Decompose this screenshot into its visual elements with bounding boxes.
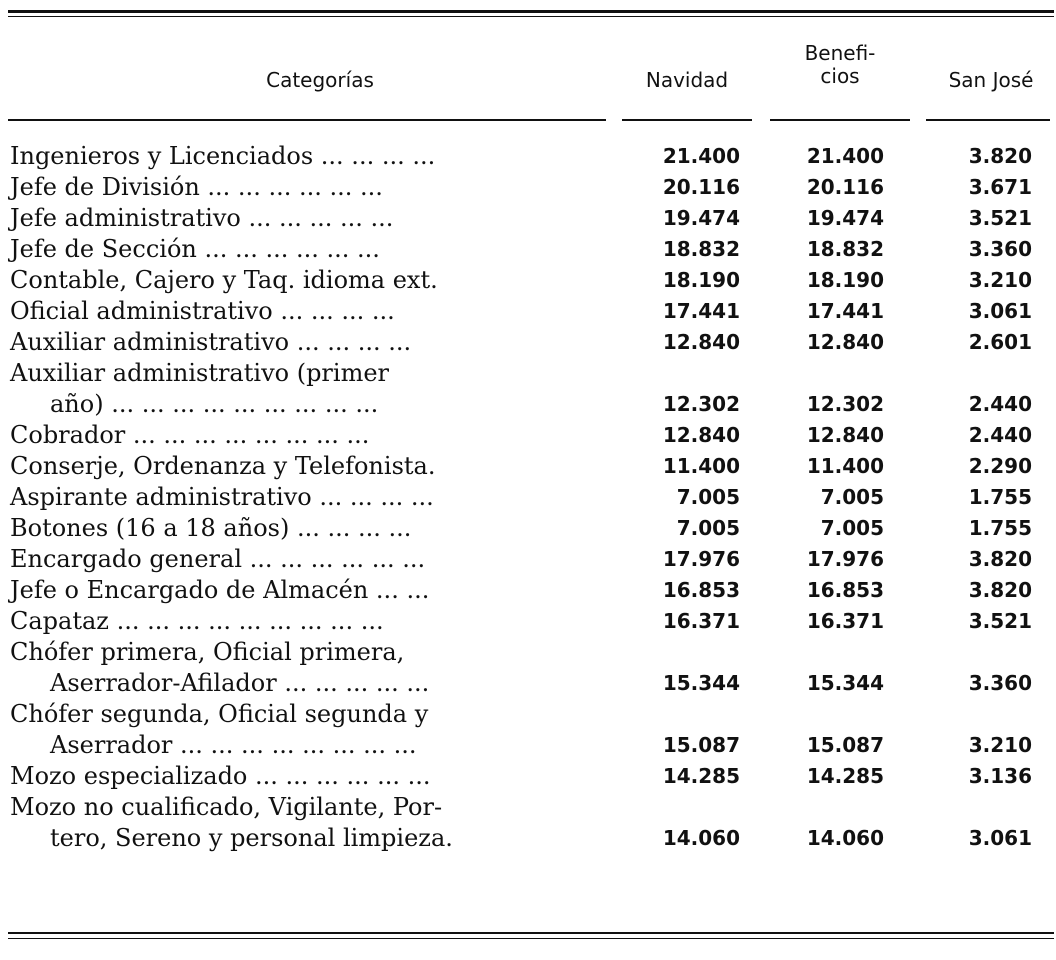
- table-row: [0, 265, 1056, 296]
- row-beneficios-value: 15.087: [806, 733, 884, 757]
- table-row: [0, 203, 1056, 234]
- row-san-jose-value: 3.061: [968, 299, 1032, 323]
- row-category: [10, 482, 600, 513]
- row-navidad-value: 18.190: [662, 268, 740, 292]
- row-beneficios-value: 19.474: [806, 206, 884, 230]
- row-san-jose-value: 3.820: [968, 547, 1032, 571]
- row-category-line1: Capataz ... ... ... ... ... ... ... ... ...: [10, 607, 384, 635]
- row-beneficios-value: 15.344: [806, 671, 884, 695]
- row-category-line1: Jefe o Encargado de Almacén ... ...: [10, 576, 430, 604]
- row-san-jose-value: 2.440: [968, 392, 1032, 416]
- row-navidad-value: 15.344: [662, 671, 740, 695]
- row-category-line1: Contable, Cajero y Taq. idioma ext.: [10, 266, 438, 294]
- row-category: [10, 203, 600, 234]
- row-category-line2: Aserrador-Afilador ... ... ... ... ...: [50, 669, 430, 697]
- row-beneficios-value: 16.853: [806, 578, 884, 602]
- row-san-jose-value: 3.671: [968, 175, 1032, 199]
- row-category-line1: Jefe administrativo ... ... ... ... ...: [10, 204, 394, 232]
- row-beneficios-value: 21.400: [806, 144, 884, 168]
- row-category: [10, 234, 600, 265]
- row-category: [10, 141, 600, 172]
- row-category: [10, 575, 600, 606]
- row-category: [10, 761, 600, 792]
- row-category-line1: Chófer segunda, Oficial segunda y: [10, 700, 429, 728]
- row-category-line2: Aserrador ... ... ... ... ... ... ... ...: [50, 731, 417, 759]
- row-beneficios-value: 12.302: [806, 392, 884, 416]
- row-beneficios-value: 18.190: [806, 268, 884, 292]
- row-navidad-value: 12.840: [662, 330, 740, 354]
- row-category-line1: Oficial administrativo ... ... ... ...: [10, 297, 395, 325]
- row-navidad-value: 7.005: [676, 485, 740, 509]
- row-san-jose-value: 3.820: [968, 144, 1032, 168]
- row-navidad-value: 21.400: [662, 144, 740, 168]
- table-row: [0, 544, 1056, 575]
- table-row: [0, 420, 1056, 451]
- row-category: [10, 451, 600, 482]
- row-san-jose-value: 2.601: [968, 330, 1032, 354]
- table-row: [0, 513, 1056, 544]
- row-category-line1: Chófer primera, Oficial primera,: [10, 638, 405, 666]
- table-row: [0, 792, 1056, 854]
- row-category-line1: Auxiliar administrativo ... ... ... ...: [10, 328, 412, 356]
- row-beneficios-value: 12.840: [806, 423, 884, 447]
- row-category-line1: Cobrador ... ... ... ... ... ... ... ...: [10, 421, 370, 449]
- row-category-line1: Jefe de División ... ... ... ... ... ...: [10, 173, 383, 201]
- row-category-line1: Mozo no cualificado, Vigilante, Por-: [10, 793, 443, 821]
- table-row: [0, 761, 1056, 792]
- row-beneficios-value: 16.371: [806, 609, 884, 633]
- row-san-jose-value: 3.820: [968, 578, 1032, 602]
- row-category: [10, 513, 600, 544]
- row-category-line1: Mozo especializado ... ... ... ... ... ...: [10, 762, 431, 790]
- row-san-jose-value: 1.755: [968, 485, 1032, 509]
- row-navidad-value: 11.400: [662, 454, 740, 478]
- table-row: [0, 234, 1056, 265]
- table-row: [0, 575, 1056, 606]
- row-category: [10, 699, 600, 761]
- row-navidad-value: 14.285: [662, 764, 740, 788]
- bottom-double-rule-thin: [8, 938, 1054, 939]
- row-navidad-value: 12.302: [662, 392, 740, 416]
- row-san-jose-value: 3.360: [968, 237, 1032, 261]
- row-navidad-value: 20.116: [662, 175, 740, 199]
- row-beneficios-value: 7.005: [820, 485, 884, 509]
- row-san-jose-value: 3.521: [968, 206, 1032, 230]
- header-beneficios-line1: Benefi-: [804, 41, 876, 65]
- row-category: [10, 265, 600, 296]
- row-category-line2: tero, Sereno y personal limpieza.: [50, 824, 453, 852]
- row-navidad-value: 17.976: [662, 547, 740, 571]
- row-san-jose-value: 2.440: [968, 423, 1032, 447]
- row-navidad-value: 19.474: [662, 206, 740, 230]
- row-san-jose-value: 2.290: [968, 454, 1032, 478]
- row-category-line1: Jefe de Sección ... ... ... ... ... ...: [10, 235, 380, 263]
- row-beneficios-value: 17.441: [806, 299, 884, 323]
- row-navidad-value: 17.441: [662, 299, 740, 323]
- bottom-double-rule-thick: [8, 932, 1054, 934]
- row-navidad-value: 15.087: [662, 733, 740, 757]
- table-row: [0, 327, 1056, 358]
- table-row: [0, 296, 1056, 327]
- header-categorias: Categorías: [266, 68, 374, 92]
- row-category: [10, 420, 600, 451]
- table-row: [0, 637, 1056, 699]
- header-navidad: Navidad: [645, 68, 729, 92]
- row-san-jose-value: 3.061: [968, 826, 1032, 850]
- row-san-jose-value: 3.521: [968, 609, 1032, 633]
- row-category-line1: Auxiliar administrativo (primer: [10, 359, 390, 387]
- row-beneficios-value: 11.400: [806, 454, 884, 478]
- row-san-jose-value: 3.210: [968, 268, 1032, 292]
- row-san-jose-value: 3.136: [968, 764, 1032, 788]
- row-category: [10, 358, 600, 420]
- row-san-jose-value: 3.210: [968, 733, 1032, 757]
- row-category-line2: año) ... ... ... ... ... ... ... ... ...: [50, 390, 379, 418]
- row-beneficios-value: 17.976: [806, 547, 884, 571]
- row-beneficios-value: 14.060: [806, 826, 884, 850]
- table-row: [0, 606, 1056, 637]
- row-category: [10, 544, 600, 575]
- row-beneficios-value: 12.840: [806, 330, 884, 354]
- table-row: [0, 358, 1056, 420]
- row-navidad-value: 7.005: [676, 516, 740, 540]
- row-category: [10, 637, 600, 699]
- row-category-line1: Ingenieros y Licenciados ... ... ... ...: [10, 142, 436, 170]
- row-category-line1: Aspirante administrativo ... ... ... ...: [10, 483, 434, 511]
- row-navidad-value: 12.840: [662, 423, 740, 447]
- table-row: [0, 141, 1056, 172]
- row-navidad-value: 16.371: [662, 609, 740, 633]
- row-category: [10, 606, 600, 637]
- row-beneficios-value: 20.116: [806, 175, 884, 199]
- table-row: [0, 699, 1056, 761]
- row-navidad-value: 18.832: [662, 237, 740, 261]
- row-navidad-value: 16.853: [662, 578, 740, 602]
- row-category: [10, 172, 600, 203]
- header-beneficios-line2: cios: [820, 64, 860, 88]
- row-beneficios-value: 18.832: [806, 237, 884, 261]
- header-san-jose: San José: [948, 68, 1034, 92]
- row-category: [10, 296, 600, 327]
- row-category-line1: Encargado general ... ... ... ... ... ...: [10, 545, 426, 573]
- row-category: [10, 327, 600, 358]
- row-category-line1: Conserje, Ordenanza y Telefonista.: [10, 452, 436, 480]
- row-san-jose-value: 3.360: [968, 671, 1032, 695]
- table-row: [0, 172, 1056, 203]
- table-row: [0, 482, 1056, 513]
- row-san-jose-value: 1.755: [968, 516, 1032, 540]
- row-category-line1: Botones (16 a 18 años) ... ... ... ...: [10, 514, 412, 542]
- table-row: [0, 451, 1056, 482]
- row-navidad-value: 14.060: [662, 826, 740, 850]
- row-beneficios-value: 7.005: [820, 516, 884, 540]
- row-category: [10, 792, 600, 854]
- row-beneficios-value: 14.285: [806, 764, 884, 788]
